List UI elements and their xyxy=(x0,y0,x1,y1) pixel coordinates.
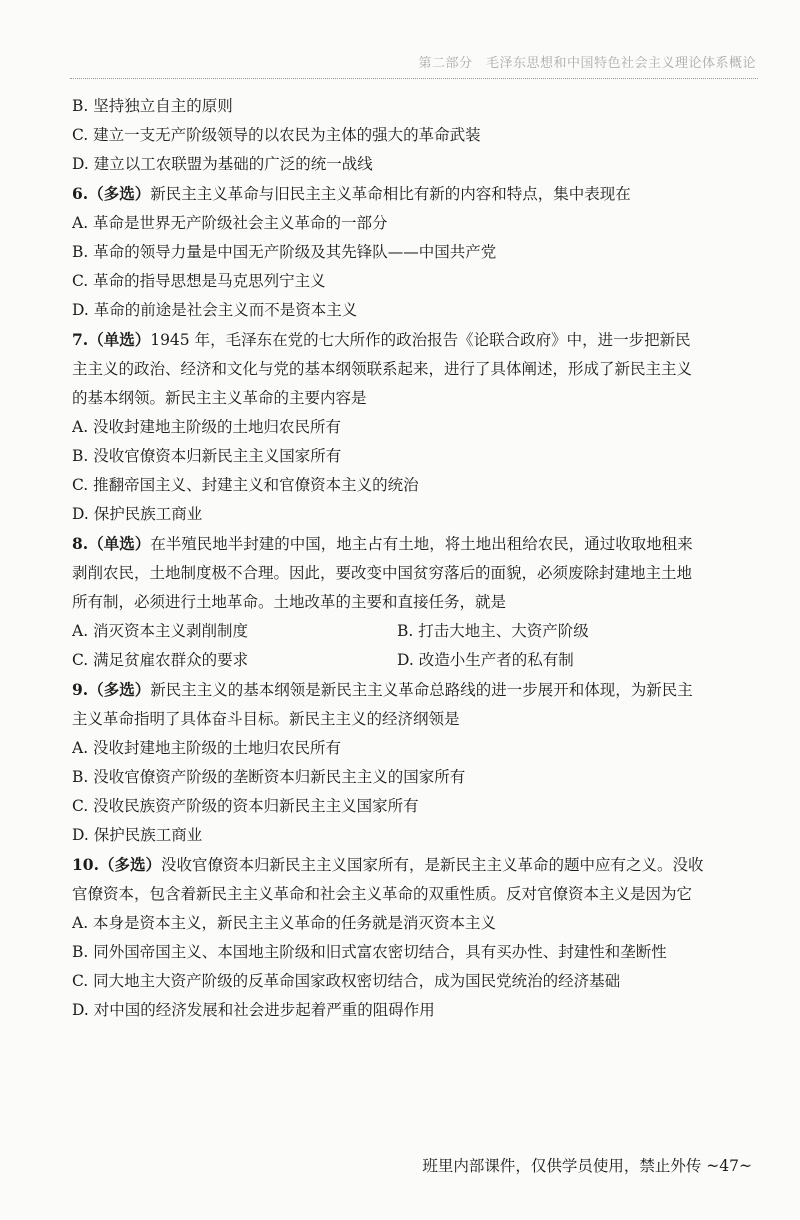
question-number: 10. xyxy=(72,855,99,874)
running-header: 第二部分 毛泽东思想和中国特色社会主义理论体系概论 xyxy=(418,56,756,71)
question-type: （多选） xyxy=(98,855,161,874)
header-divider xyxy=(70,78,758,79)
option-a: A. 没收封建地主阶级的土地归农民所有 xyxy=(72,739,342,757)
question-type: （多选） xyxy=(88,680,151,699)
option-a: A. 没收封建地主阶级的土地归农民所有 xyxy=(72,418,342,436)
option-c: C. 没收民族资产阶级的资本归新民主主义国家所有 xyxy=(72,797,419,815)
question-7-stem xyxy=(72,325,742,355)
question-8-stem xyxy=(72,529,742,559)
question-text: 剥削农民，土地制度极不合理。因此，要改变中国贫穷落后的面貌，必须废除封建地主土地 xyxy=(72,564,693,582)
option-b: B. 打击大地主、大资产阶级 xyxy=(397,622,589,640)
question-10-stem xyxy=(72,850,742,880)
option-b: B. 同外国帝国主义、本国地主阶级和旧式富农密切结合，具有买办性、封建性和垄断性 xyxy=(72,943,667,961)
option-b: B. 坚持独立自主的原则 xyxy=(72,97,233,115)
option-a: A. 消灭资本主义剥削制度 xyxy=(72,622,249,640)
question-text: 的基本纲领。新民主主义革命的主要内容是 xyxy=(72,389,367,407)
question-6-stem xyxy=(72,179,742,209)
page-footer: 班里内部课件，仅供学员使用，禁止外传 ~47~ xyxy=(422,1157,752,1175)
option-c: C. 同大地主大资产阶级的反革命国家政权密切结合，成为国民党统治的经济基础 xyxy=(72,972,621,990)
option-c: C. 推翻帝国主义、封建主义和官僚资本主义的统治 xyxy=(72,476,419,494)
question-text: 没收官僚资本归新民主主义国家所有，是新民主主义革命的题中应有之义。没收 xyxy=(160,856,704,874)
question-number: 9. xyxy=(72,680,89,699)
question-text: 主义革命指明了具体奋斗目标。新民主主义的经济纲领是 xyxy=(72,710,460,728)
option-d: D. 建立以工农联盟为基础的广泛的统一战线 xyxy=(72,155,373,173)
page-content xyxy=(72,92,742,1025)
option-b: B. 革命的领导力量是中国无产阶级及其先锋队——中国共产党 xyxy=(72,243,497,261)
option-c: C. 革命的指导思想是马克思列宁主义 xyxy=(72,272,326,290)
question-text: 主主义的政治、经济和文化与党的基本纲领联系起来，进行了具体阐述，形成了新民主主义 xyxy=(72,360,693,378)
option-a: A. 本身是资本主义，新民主主义革命的任务就是消灭资本主义 xyxy=(72,914,497,932)
question-text: 所有制，必须进行土地革命。土地改革的主要和直接任务，就是 xyxy=(72,593,507,611)
option-c: C. 满足贫雇农群众的要求 xyxy=(72,651,249,669)
question-text: 新民主主义革命与旧民主主义革命相比有新的内容和特点，集中表现在 xyxy=(150,185,631,203)
question-type: （多选） xyxy=(88,184,151,203)
question-type: （单选） xyxy=(88,330,151,349)
option-b: B. 没收官僚资产阶级的垄断资本归新民主主义的国家所有 xyxy=(72,768,466,786)
question-number: 6. xyxy=(72,184,89,203)
option-d: D. 革命的前途是社会主义而不是资本主义 xyxy=(72,301,358,319)
option-a: A. 革命是世界无产阶级社会主义革命的一部分 xyxy=(72,214,388,232)
option-row xyxy=(72,646,742,675)
option-d: D. 改造小生产者的私有制 xyxy=(397,651,574,669)
option-row xyxy=(72,617,742,646)
question-number: 7. xyxy=(72,330,89,349)
question-type: （单选） xyxy=(88,534,151,553)
question-number: 8. xyxy=(72,534,89,553)
option-d: D. 保护民族工商业 xyxy=(72,826,203,844)
question-text: 新民主主义的基本纲领是新民主主义革命总路线的进一步展开和体现，为新民主 xyxy=(150,681,693,699)
option-d: D. 保护民族工商业 xyxy=(72,505,203,523)
question-text: 官僚资本，包含着新民主主义革命和社会主义革命的双重性质。反对官僚资本主义是因为它 xyxy=(72,885,693,903)
question-9-stem xyxy=(72,675,742,705)
question-text: 在半殖民地半封建的中国，地主占有土地，将土地出租给农民，通过收取地租来 xyxy=(150,535,693,553)
option-b: B. 没收官僚资本归新民主主义国家所有 xyxy=(72,447,342,465)
option-c: C. 建立一支无产阶级领导的以农民为主体的强大的革命武装 xyxy=(72,126,481,144)
option-d: D. 对中国的经济发展和社会进步起着严重的阻碍作用 xyxy=(72,1001,435,1019)
question-text: 1945 年，毛泽东在党的七大所作的政治报告《论联合政府》中，进一步把新民 xyxy=(150,331,691,349)
